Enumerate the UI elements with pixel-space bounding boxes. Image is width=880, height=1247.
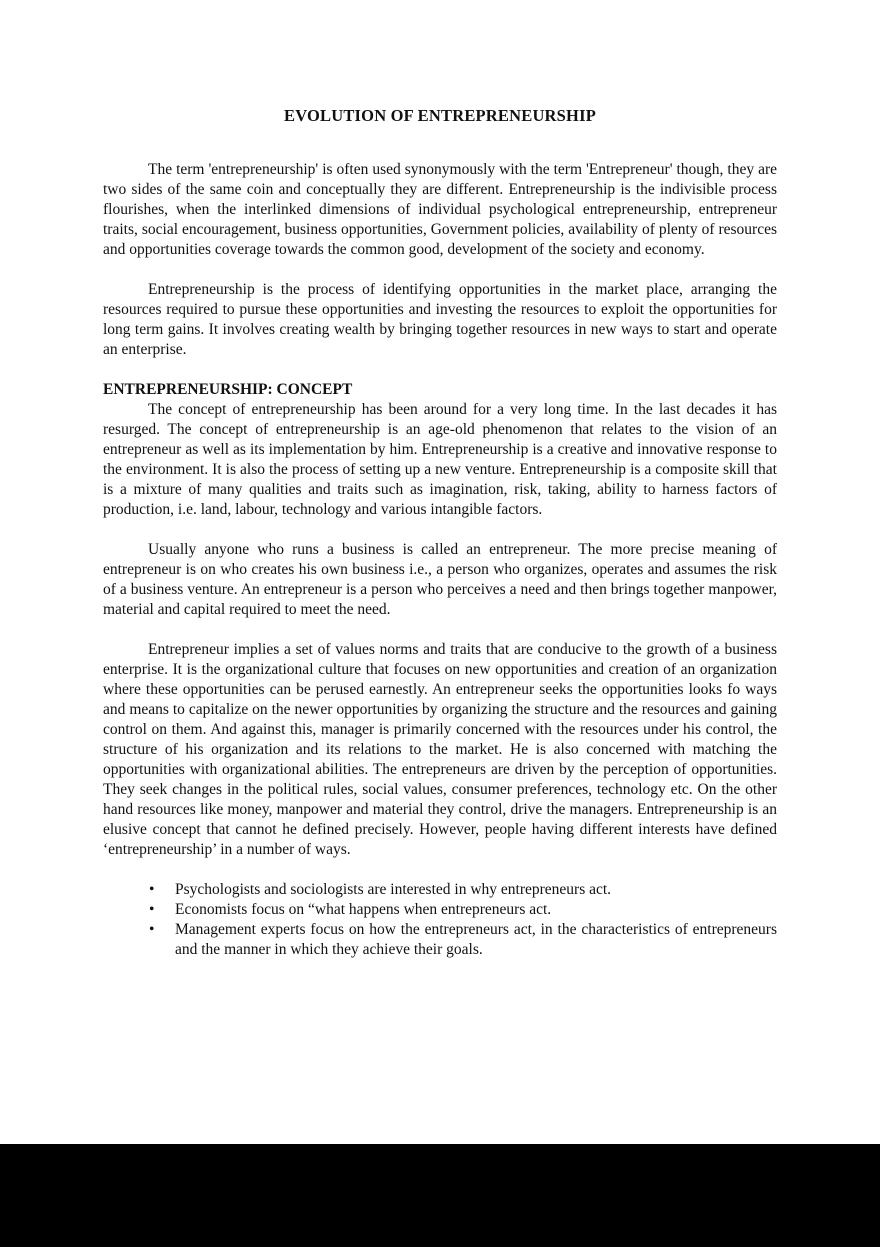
- list-item: [103, 880, 777, 900]
- paragraph-concept: The concept of entrepreneurship has been around for a very long time. In the last decades it has resurged. The concept of entrepreneurship is an age-old phenomenon that relates to the vision of an entrepreneur as well as its implementation by him. Entrepreneurship is a creative and innovative response to the environment. It is also the process of setting up a new venture. Entrepreneurship is a composite skill that is a mixture of many qualities and traits such as imagination, risk, taking, ability to harness factors of production, i.e. land, labour, technology and various intangible factors.: [103, 401, 777, 518]
- list-item: [103, 920, 777, 960]
- bullet-text-economists: Economists focus on “what happens when entrepreneurs act.: [175, 901, 552, 918]
- bullet-icon: •: [149, 921, 155, 938]
- section-heading-concept: ENTREPRENEURSHIP: CONCEPT: [103, 381, 353, 398]
- paragraph-values: Entrepreneur implies a set of values norms and traits that are conducive to the growth of a business enterprise. It is the organizational culture that focuses on new opportunities and creation of an organization where these opportunities can be perused earnestly. An entrepreneur seeks the opportunities looks fo ways and means to capitalize on the newer opportunities by organizing the structure and the resources and gaining control on them. And against this, manager is primarily concerned with the resources under his control, the structure of his organization and its relations to the market. He is also concerned with matching the opportunities with organizational abilities. The entrepreneurs are driven by the perception of opportunities. They seek changes in the political rules, social values, consumer preferences, technology etc. On the other hand resources like money, manpower and material they control, drive the managers. Entrepreneurship is an elusive concept that cannot he defined precisely. However, people having different interests have defined ‘entrepreneurship’ in a number of ways.: [103, 641, 777, 858]
- bullet-text-management: Management experts focus on how the entrepreneurs act, in the characteristics of entrepreneurs and the manner in which they achieve their goals.: [175, 921, 777, 958]
- bullet-icon: •: [149, 881, 155, 898]
- paragraph-intro: The term 'entrepreneurship' is often used synonymously with the term 'Entrepreneur' though, they are two sides of the same coin and conceptually they are different. Entrepreneurship is the indivisible process flourishes, when the interlinked dimensions of individual psychological entrepreneurship, entrepreneur traits, social encouragement, business opportunities, Government policies, availability of plenty of resources and opportunities coverage towards the common good, development of the society and economy.: [103, 161, 777, 258]
- bullet-text-psychologists: Psychologists and sociologists are interested in why entrepreneurs act.: [175, 881, 612, 898]
- paragraph-usually: Usually anyone who runs a business is called an entrepreneur. The more precise meaning of entrepreneur is on who creates his own business i.e., a person who organizes, operates and assumes the risk of a business venture. An entrepreneur is a person who perceives a need and then brings together manpower, material and capital required to meet the need.: [103, 541, 777, 618]
- bullet-list: [103, 880, 777, 960]
- list-item: [103, 900, 777, 920]
- bullet-icon: •: [149, 901, 155, 918]
- document-title: EVOLUTION OF ENTREPRENEURSHIP: [284, 106, 596, 125]
- letterbox-band: [0, 1144, 880, 1247]
- paragraph-process: Entrepreneurship is the process of identifying opportunities in the market place, arranging the resources required to pursue these opportunities and investing the resources to exploit the opportunities for long term gains. It involves creating wealth by bringing together resources in new ways to start and operate an enterprise.: [103, 281, 777, 358]
